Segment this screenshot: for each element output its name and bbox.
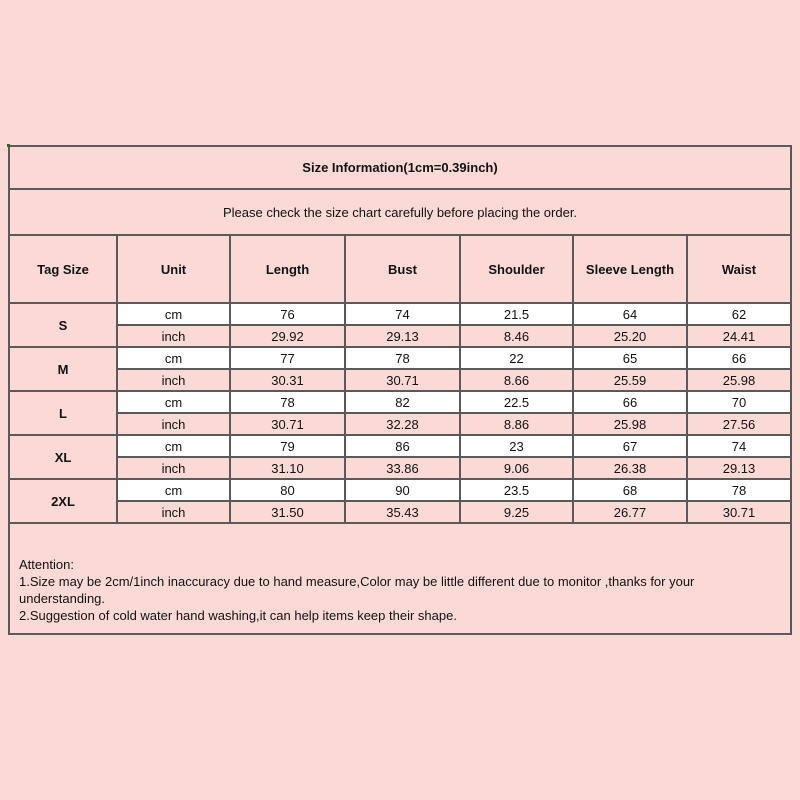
table-row-2xl-inch [10,501,790,523]
size-table [10,236,790,524]
value-cell: 90 [345,479,460,501]
unit-cell: cm [117,303,230,325]
value-cell: 64 [573,303,687,325]
value-cell: 82 [345,391,460,413]
value-cell: 62 [687,303,790,325]
value-cell: 9.06 [460,457,573,479]
attention-heading: Attention: [19,557,74,572]
table-row-xl-cm [10,435,790,457]
value-cell: 86 [345,435,460,457]
value-cell: 33.86 [345,457,460,479]
unit-cell: cm [117,435,230,457]
attention-section [10,524,790,623]
value-cell: 76 [230,303,345,325]
unit-cell: cm [117,391,230,413]
corner-artifact-dot [7,144,10,147]
size-chart-panel [8,145,792,635]
attention-note-2: 2.Suggestion of cold water hand washing,it can help items keep their shape. [19,608,457,623]
unit-cell: inch [117,457,230,479]
table-row-s-cm [10,303,790,325]
value-cell: 25.98 [687,369,790,391]
value-cell: 66 [687,347,790,369]
col-header-unit: Unit [117,236,230,303]
value-cell: 8.86 [460,413,573,435]
value-cell: 30.71 [230,413,345,435]
value-cell: 35.43 [345,501,460,523]
tag-size-cell: 2XL [10,479,117,523]
tag-size-cell: M [10,347,117,391]
value-cell: 29.13 [687,457,790,479]
value-cell: 26.38 [573,457,687,479]
value-cell: 31.10 [230,457,345,479]
table-row-l-inch [10,413,790,435]
value-cell: 29.92 [230,325,345,347]
col-header-shoulder: Shoulder [460,236,573,303]
value-cell: 30.31 [230,369,345,391]
value-cell: 30.71 [345,369,460,391]
value-cell: 78 [687,479,790,501]
table-row-m-inch [10,369,790,391]
col-header-length: Length [230,236,345,303]
value-cell: 65 [573,347,687,369]
col-header-bust: Bust [345,236,460,303]
value-cell: 66 [573,391,687,413]
col-header-tag-size: Tag Size [10,236,117,303]
unit-cell: cm [117,347,230,369]
value-cell: 26.77 [573,501,687,523]
value-cell: 25.98 [573,413,687,435]
value-cell: 22.5 [460,391,573,413]
unit-cell: inch [117,413,230,435]
attention-note-1: 1.Size may be 2cm/1inch inaccuracy due to hand measure,Color may be little different due to monitor ,thanks for your understanding. [19,574,695,606]
value-cell: 70 [687,391,790,413]
col-header-sleeve-length: Sleeve Length [573,236,687,303]
panel-subtitle-row [10,190,790,236]
value-cell: 32.28 [345,413,460,435]
unit-cell: inch [117,325,230,347]
value-cell: 68 [573,479,687,501]
panel-title-row [10,147,790,190]
value-cell: 79 [230,435,345,457]
value-cell: 74 [345,303,460,325]
table-row-s-inch [10,325,790,347]
value-cell: 24.41 [687,325,790,347]
unit-cell: inch [117,369,230,391]
table-row-2xl-cm [10,479,790,501]
value-cell: 27.56 [687,413,790,435]
table-header-row [10,236,790,303]
value-cell: 21.5 [460,303,573,325]
tag-size-cell: L [10,391,117,435]
value-cell: 22 [460,347,573,369]
tag-size-cell: S [10,303,117,347]
table-row-l-cm [10,391,790,413]
value-cell: 30.71 [687,501,790,523]
tag-size-cell: XL [10,435,117,479]
value-cell: 78 [345,347,460,369]
table-row-m-cm [10,347,790,369]
value-cell: 67 [573,435,687,457]
value-cell: 8.66 [460,369,573,391]
value-cell: 29.13 [345,325,460,347]
col-header-waist: Waist [687,236,790,303]
value-cell: 8.46 [460,325,573,347]
value-cell: 9.25 [460,501,573,523]
value-cell: 25.59 [573,369,687,391]
value-cell: 25.20 [573,325,687,347]
unit-cell: inch [117,501,230,523]
subtitle-text: Please check the size chart carefully before placing the order. [222,204,578,220]
value-cell: 23.5 [460,479,573,501]
value-cell: 74 [687,435,790,457]
value-cell: 31.50 [230,501,345,523]
unit-cell: cm [117,479,230,501]
table-row-xl-inch [10,457,790,479]
page-title: Size Information(1cm=0.39inch) [302,160,498,175]
value-cell: 78 [230,391,345,413]
value-cell: 23 [460,435,573,457]
value-cell: 80 [230,479,345,501]
value-cell: 77 [230,347,345,369]
